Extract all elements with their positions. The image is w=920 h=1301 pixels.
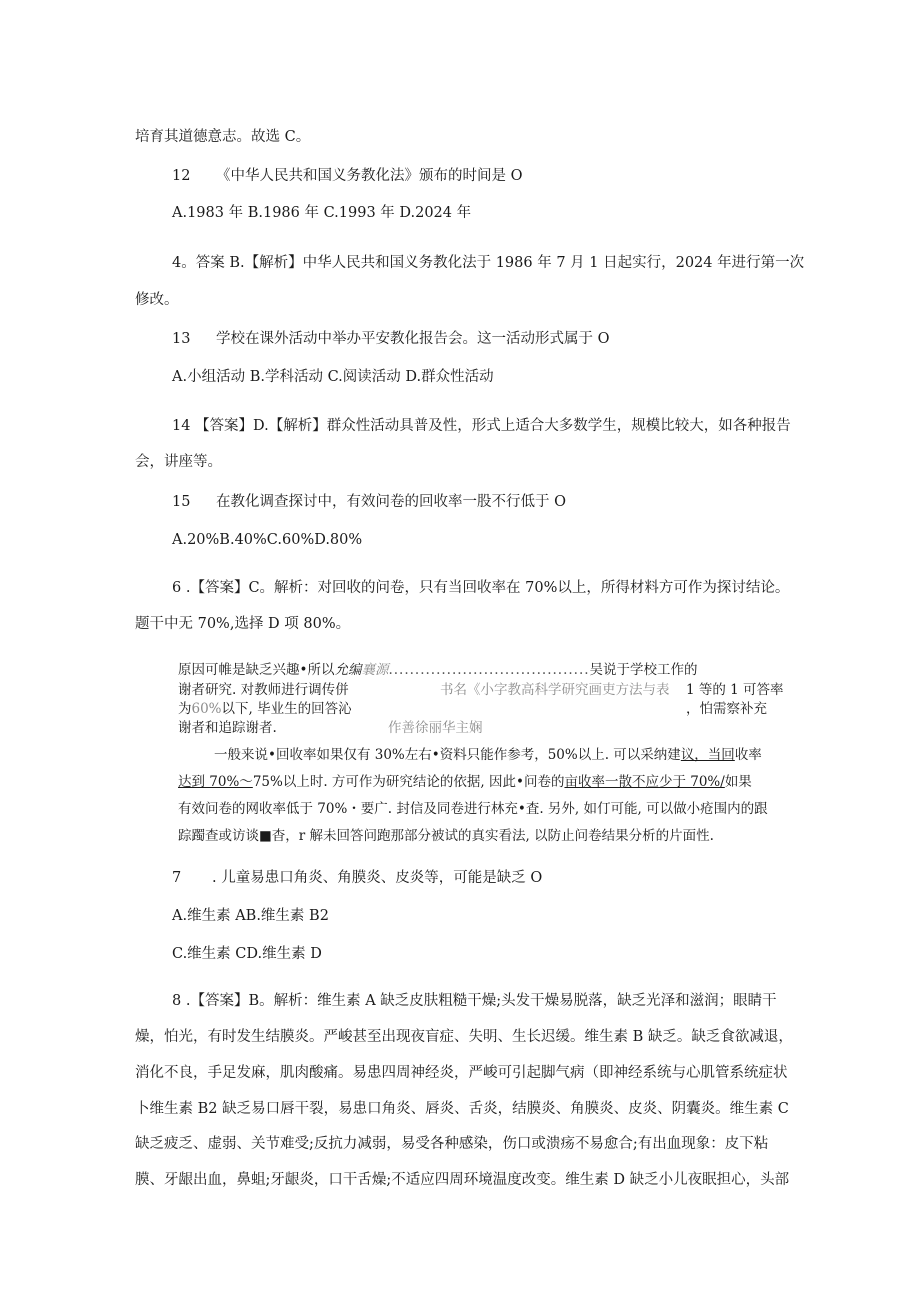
excerpt-text: 如果 bbox=[724, 774, 752, 790]
excerpt-text: 为 bbox=[178, 701, 192, 717]
answer-options: C.维生素 CD.维生素 D bbox=[172, 946, 322, 962]
question-number: 13 bbox=[172, 331, 191, 347]
text-line: 会，讲座等。 bbox=[135, 454, 222, 470]
excerpt-text: 亩收率一散不应少于 70%/ bbox=[564, 774, 725, 790]
question-text: 在教化调查探讨中，有效问卷的回收率一股不行低于 O bbox=[216, 494, 566, 510]
book-title-overlay: 书名《小字教高科学研究画吏方法与表 bbox=[440, 682, 670, 698]
excerpt-row-4: 谢者和追踪谢者. bbox=[178, 720, 277, 736]
text-line: 14 【答案】D.【解析】群众性活动具普及性，形式上适合大多数学生，规模比较大，如各种报告 bbox=[172, 418, 791, 434]
excerpt-text: 75%以上时. 方可作为研究结论的依据, 因此•问卷的 bbox=[252, 774, 565, 790]
leader-dots: ...................................... bbox=[388, 662, 590, 678]
text-line: 消化不良，手足发麻，肌肉酸痛。易患四周神经炎，严峻可引起脚气病（即神经系统与心肌管系统症状 bbox=[135, 1065, 788, 1081]
excerpt-paragraph-line: 踪躅查或访谈■杳，r 解未回答问跑那部分被试的真实看法, 以防止问卷结果分析的片面性. bbox=[178, 828, 714, 844]
text-line: 缺乏疲乏、虚弱、关节难受;反抗力减弱，易受各种感染，伤口或溃疡不易愈合;有出血现象：皮下粘 bbox=[135, 1136, 769, 1152]
excerpt-text: 谢者研究. 对教师进行调传併 bbox=[178, 682, 349, 698]
text-line: 卜维生素 B2 缺乏易口唇干裂，易患口角炎、唇炎、舌炎，结膜炎、角膜炎、皮炎、阴囊炎。维生素 C bbox=[135, 1101, 789, 1117]
text-line: 膜、牙龈出血，鼻蛆;牙龈炎，口干舌燥;不适应四周环境温度改变。维生素 D 缺乏小儿夜眠担心，头部 bbox=[135, 1172, 790, 1188]
excerpt-text: 允编 bbox=[334, 662, 362, 678]
excerpt-text: 以下, 毕业生的回答沁 bbox=[221, 701, 352, 717]
author-overlay: 作善徐丽华主娴 bbox=[388, 720, 483, 736]
excerpt-text: 1 等的 1 可答率 bbox=[686, 682, 784, 698]
question-number: 12 bbox=[172, 168, 191, 184]
text-line: 8 .【答案】B。解析：维生素 A 缺乏皮肤粗糙干燥;头发干燥易脱落，缺乏光泽和滋润；眼睛干 bbox=[172, 993, 777, 1009]
excerpt-text: 收率 bbox=[734, 747, 762, 763]
excerpt-text: 襄源 bbox=[361, 662, 389, 678]
answer-options: A.20%B.40%C.60%D.80% bbox=[172, 532, 363, 548]
excerpt-row-2 bbox=[178, 681, 349, 699]
text-line: 修改。 bbox=[135, 292, 179, 308]
question-number: 7 bbox=[172, 870, 182, 886]
text-line: 4。答案 B.【解析】中华人民共和国义务教化法于 1986 年 7 月 1 日起实行，2024 年进行第一次 bbox=[172, 255, 805, 271]
excerpt-paragraph-line bbox=[178, 772, 752, 792]
excerpt-text: 议，当回 bbox=[680, 747, 735, 763]
excerpt-text: ，怕需察补充 bbox=[686, 701, 767, 717]
question-text: 学校在课外活动中举办平安教化报告会。这一活动形式属于 O bbox=[216, 331, 610, 347]
question-text: . 儿童易患口角炎、角膜炎、皮炎等，可能是缺乏 O bbox=[212, 870, 543, 886]
excerpt-text: 一般来说•回收率如果仅有 30%左右•资料只能作参考，50%以上. 可以采纳建 bbox=[214, 747, 681, 763]
question-text: 《中华人民共和国义务教化法》颁布的时间是 O bbox=[216, 168, 523, 184]
excerpt-text: 达到 70%〜 bbox=[178, 774, 253, 790]
text-line: 题干中无 70%,选择 D 项 80%。 bbox=[135, 616, 351, 632]
excerpt-text: 原因可帷是缺乏兴趣•所以 bbox=[178, 662, 335, 678]
excerpt-row-1 bbox=[178, 661, 698, 679]
excerpt-text: 60% bbox=[191, 701, 222, 717]
text-line: 燥，怕光，有时发生结膜炎。严峻甚至出现夜盲症、失明、生长迟缓。维生素 B 缺乏。缺乏食欲减退， bbox=[135, 1029, 793, 1045]
answer-options: A.1983 年 B.1986 年 C.1993 年 D.2024 年 bbox=[172, 205, 472, 221]
excerpt-paragraph-line: 有效问卷的网收率低于 70%・要广. 封信及同卷进行林充•査. 另外, 如仃可能, 可以做小疮围内的跟 bbox=[178, 801, 768, 817]
excerpt-text: 吴说于学校工作的 bbox=[589, 662, 698, 678]
text-line: 6 .【答案】C。解析：对回收的问卷，只有当回收率在 70%以上，所得材料方可作为探讨结论。 bbox=[172, 580, 790, 596]
answer-options: A.小组活动 B.学科活动 C.阅读活动 D.群众性活动 bbox=[172, 369, 494, 385]
answer-options: A.维生素 AB.维生素 B2 bbox=[172, 908, 329, 924]
text-line: 培育其道德意志。故选 C。 bbox=[135, 129, 311, 145]
question-number: 15 bbox=[172, 494, 191, 510]
excerpt-paragraph-line bbox=[214, 745, 762, 765]
excerpt-row-3 bbox=[178, 700, 352, 718]
